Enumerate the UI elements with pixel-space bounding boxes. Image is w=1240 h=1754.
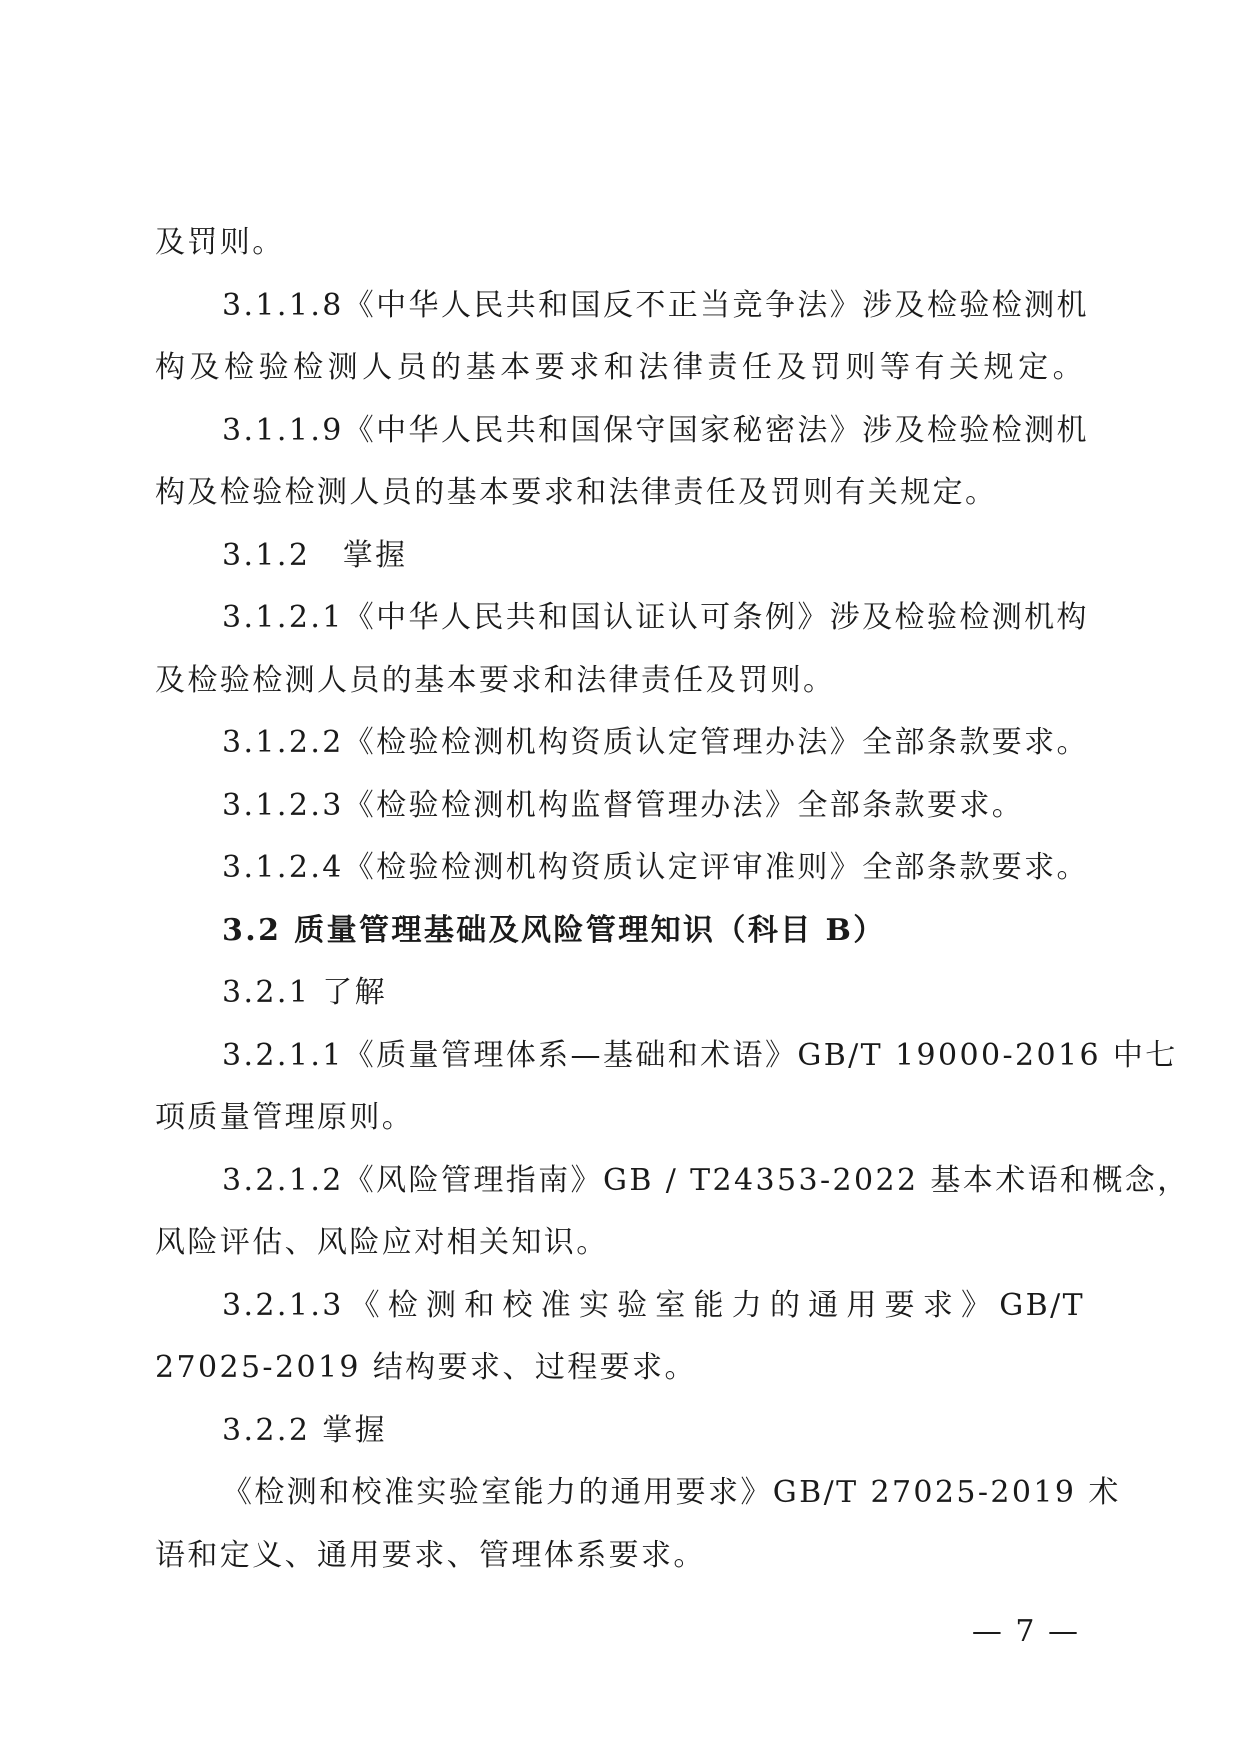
text-line: 3.2.1 了解 bbox=[222, 975, 388, 1010]
document-body bbox=[155, 212, 1190, 1587]
text-line: 构及检验检测人员的基本要求和法律责任及罚则有关规定。 bbox=[155, 475, 998, 510]
text-line: 27025-2019 结构要求、过程要求。 bbox=[155, 1350, 697, 1385]
text-line: 3.2.1.2《风险管理指南》GB / T24353-2022 基本术语和概念， bbox=[222, 1162, 1190, 1198]
text-line: 语和定义、通用要求、管理体系要求。 bbox=[155, 1537, 706, 1573]
text-line: 及检验检测人员的基本要求和法律责任及罚则。 bbox=[155, 662, 836, 698]
text-line: 项质量管理原则。 bbox=[155, 1100, 415, 1135]
text-line: 3.2.1.1《质量管理体系—基础和术语》GB/T 19000-2016 中七 bbox=[222, 1037, 1178, 1073]
page-number: — 7 — bbox=[971, 1614, 1080, 1649]
text-line: 3.1.1.9《中华人民共和国保守国家秘密法》涉及检验检测机 bbox=[222, 412, 1089, 448]
text-line: 3.2.2 掌握 bbox=[222, 1412, 388, 1448]
text-line: 3.2.1.3《检测和校准实验室能力的通用要求》GB/T bbox=[222, 1287, 1085, 1323]
text-line: 及罚则。 bbox=[155, 225, 285, 260]
text-line: 《检测和校准实验室能力的通用要求》GB/T 27025-2019 术 bbox=[222, 1475, 1121, 1510]
text-line: 风险评估、风险应对相关知识。 bbox=[155, 1225, 609, 1260]
text-line: 3.1.2.3《检验检测机构监督管理办法》全部条款要求。 bbox=[222, 787, 1025, 823]
text-line: 3.1.2 掌握 bbox=[222, 537, 408, 573]
text-line: 3.1.2.1《中华人民共和国认证认可条例》涉及检验检测机构 bbox=[222, 600, 1089, 635]
text-line: 3.2 质量管理基础及风险管理知识（科目 B） bbox=[222, 912, 886, 948]
text-line: 3.1.1.8《中华人民共和国反不正当竞争法》涉及检验检测机 bbox=[222, 287, 1089, 323]
text-line: 3.1.2.4《检验检测机构资质认定评审准则》全部条款要求。 bbox=[222, 850, 1089, 885]
text-line: 3.1.2.2《检验检测机构资质认定管理办法》全部条款要求。 bbox=[222, 725, 1089, 760]
text-line: 构及检验检测人员的基本要求和法律责任及罚则等有关规定。 bbox=[155, 350, 1085, 385]
